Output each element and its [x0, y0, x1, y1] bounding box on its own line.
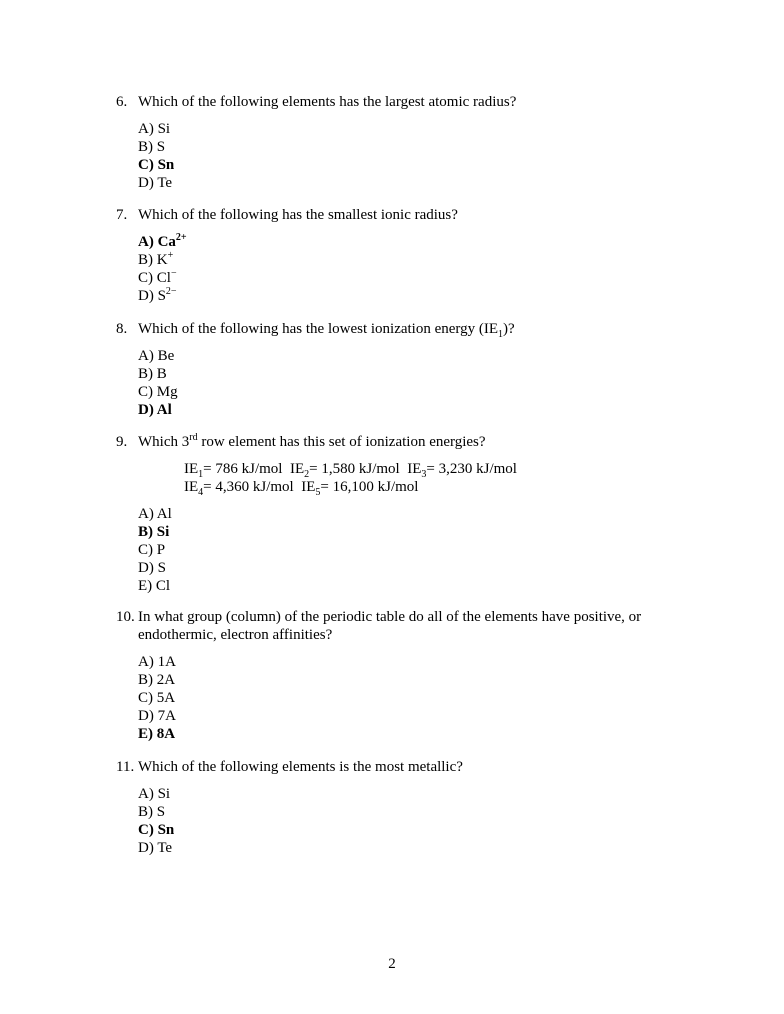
option-d: D) S [138, 560, 166, 576]
option-c-correct: C) Sn [138, 157, 175, 173]
option-list [116, 347, 676, 419]
question-stem [116, 320, 676, 338]
option-c: C) 5A [138, 690, 176, 706]
ie-4: $IE_4= 4,360$ kJ/mol [184, 479, 294, 498]
question-7 [116, 206, 676, 305]
option-a-correct: A) $Ca^{2+}$ [138, 232, 187, 250]
question-text: Which 3rd row element has this set of ionization energies? [138, 432, 486, 450]
question-number: 6. [116, 94, 128, 110]
option-d: D) Te [138, 840, 173, 856]
ie-3: $IE_3= 3,230$ kJ/mol [407, 461, 517, 480]
option-b: B) B [138, 366, 167, 382]
question-text: Which of the following elements is the most metallic? [138, 759, 463, 775]
question-number: 9. [116, 434, 128, 450]
question-9 [116, 433, 676, 595]
ie-1: $IE_1= 786$ kJ/mol [184, 461, 283, 480]
option-a: A) Si [138, 121, 171, 137]
question-number: 8. [116, 321, 128, 337]
question-number: 7. [116, 207, 128, 223]
option-c: C) Cl− [138, 268, 177, 286]
option-b: B) S [138, 139, 166, 155]
option-list [116, 233, 676, 305]
option-b: B) K+ [138, 250, 174, 268]
question-number: 10. [116, 609, 135, 625]
option-c: C) P [138, 542, 166, 558]
question-text: Which of the following elements has the largest atomic radius? [138, 94, 517, 110]
page-number: 2 [388, 956, 396, 972]
option-a: A) Si [138, 786, 171, 802]
option-list [116, 505, 676, 595]
option-list [116, 785, 676, 857]
option-e: E) Cl [138, 578, 171, 594]
question-11 [116, 758, 676, 857]
question-stem [116, 758, 676, 776]
option-d: D) $S^{2-}$ [138, 286, 177, 304]
question-6 [116, 93, 676, 192]
option-d: D) 7A [138, 708, 176, 724]
option-list [116, 653, 676, 743]
question-8 [116, 320, 676, 419]
question-stem [116, 433, 676, 451]
option-d: D) Te [138, 175, 173, 191]
option-e-correct: E) 8A [138, 726, 176, 742]
option-c-correct: C) Sn [138, 822, 175, 838]
option-b-correct: B) Si [138, 524, 170, 540]
ie-5: $IE_5= 16,100$ kJ/mol [301, 479, 419, 498]
ionization-energy-list [116, 460, 676, 496]
option-list [116, 120, 676, 192]
question-number: 11. [116, 759, 135, 775]
question-10 [116, 608, 676, 743]
ie-row-2 [184, 478, 676, 496]
option-a: A) Be [138, 348, 175, 364]
option-a: A) Al [138, 506, 172, 522]
question-text: Which of the following has the lowest ionization energy $(IE_1)$? [138, 321, 515, 340]
option-b: B) S [138, 804, 166, 820]
option-a: A) 1A [138, 654, 176, 670]
ie-2: $IE_2= 1,580$ kJ/mol [289, 461, 400, 480]
question-stem [116, 93, 676, 111]
question-text: Which of the following has the smallest ionic radius? [138, 207, 458, 223]
ie-row-1 [184, 460, 676, 478]
option-b: B) 2A [138, 672, 176, 688]
question-text: In what group (column) of the periodic table do all of the elements have positive, or endothermic, electron affinities? [138, 609, 642, 643]
question-stem [116, 206, 676, 224]
option-d-correct: D) Al [138, 402, 172, 418]
question-stem [116, 608, 676, 644]
option-c: C) Mg [138, 384, 178, 400]
